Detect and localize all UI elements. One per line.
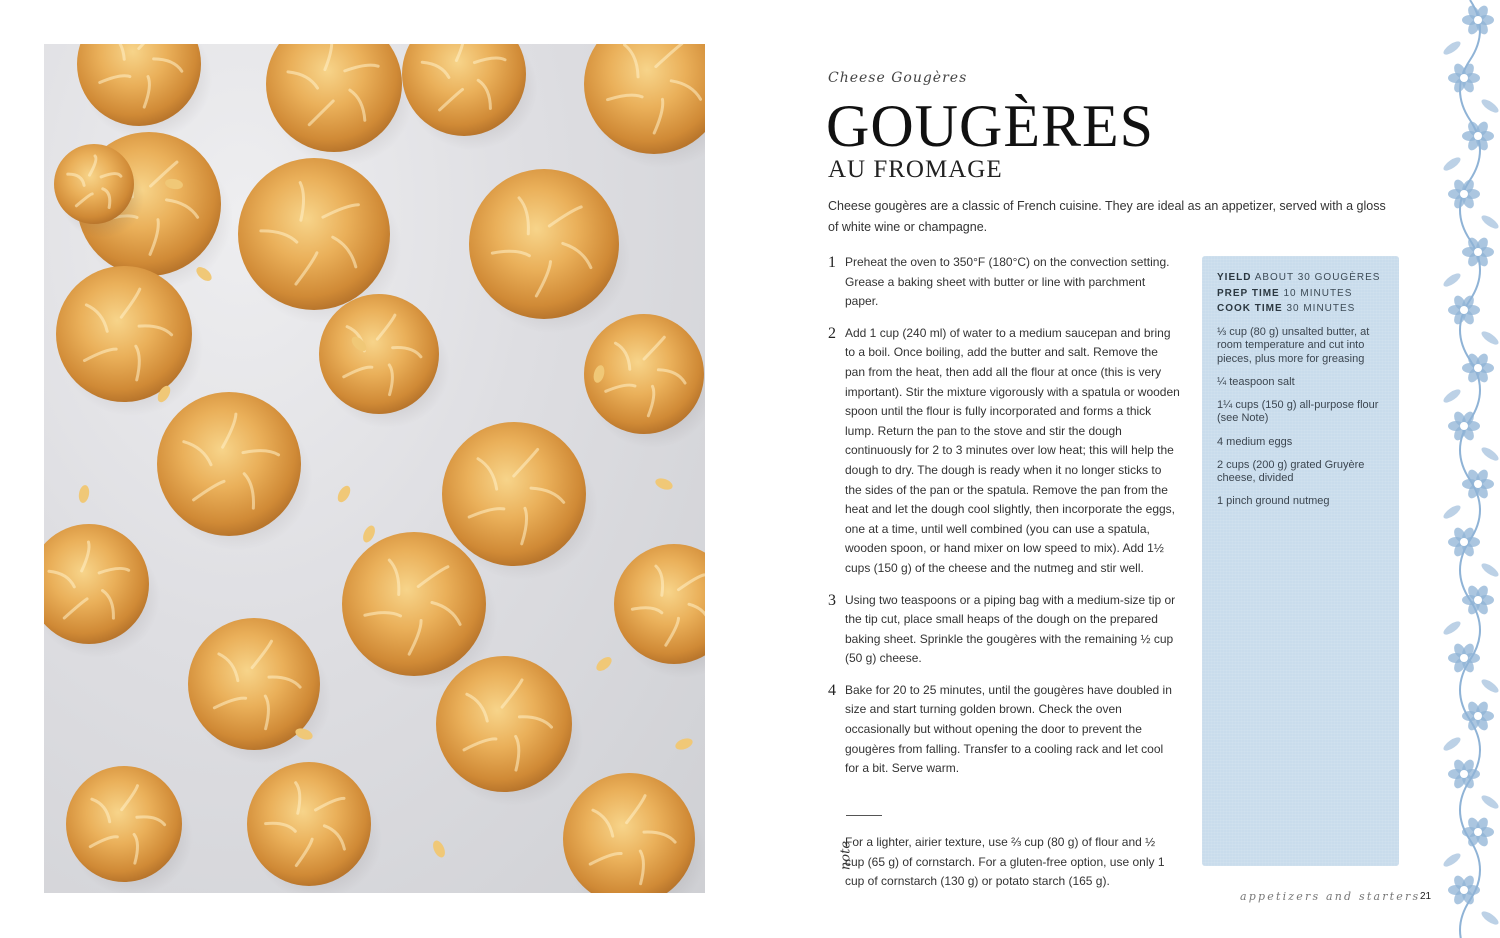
floral-pattern-icon [1440, 0, 1500, 938]
cook-time-label: COOK TIME [1217, 303, 1283, 314]
ingredients-panel [1202, 256, 1399, 866]
ingredient-item: 1¼ cups (150 g) all-purpose flour (see Note) [1217, 398, 1379, 425]
step-number: 1 [828, 254, 836, 271]
gougeres-photo [44, 44, 705, 893]
floral-border [1440, 0, 1500, 938]
step-number: 2 [828, 324, 836, 342]
yield-line [1217, 270, 1385, 286]
ingredient-list [1217, 326, 1385, 509]
step-2 [828, 324, 1180, 579]
note-text: For a lighter, airier texture, use ⅔ cup (80 g) of flour and ½ cup (65 g) of cornstarch. For a gluten-free option, use only 1 cup of cornstarch (130 g) or potato starch (165 g). [845, 835, 1165, 889]
ingredient-item: ⅓ cup (80 g) unsalted butter, at room temperature and cut into pieces, plus more for greasing [1217, 325, 1370, 365]
ingredient-item: 4 medium eggs [1217, 435, 1293, 448]
step-1 [828, 253, 1180, 312]
step-3 [828, 591, 1180, 669]
step-text: Bake for 20 to 25 minutes, until the gougères have doubled in size and start turning golden brown. Check the oven occasionally but without opening the door to prevent the gougères from falling. Transfer to a cooling rack and let cool for a bit. Serve warm. [845, 682, 1172, 776]
yield-value: ABOUT 30 GOUGÈRES [1254, 272, 1381, 283]
cook-time-line [1217, 301, 1385, 317]
recipe-intro: Cheese gougères are a classic of French cuisine. They are ideal as an appetizer, served with a gloss of white wine or champagne. [828, 199, 1386, 234]
ingredient-item: 2 cups (200 g) grated Gruyère cheese, divided [1217, 458, 1365, 485]
step-text: Using two teaspoons or a piping bag with a medium-size tip or the tip cut, place small heaps of the dough on the prepared baking sheet. Sprinkle the gougères with the remaining ½ cup (50 g) cheese. [845, 592, 1176, 666]
cook-time-value: 30 MINUTES [1286, 303, 1356, 314]
recipe-title-line2: AU FROMAGE [828, 156, 1003, 183]
step-number: 4 [828, 681, 836, 699]
ingredient-item: ¼ teaspoon salt [1217, 375, 1295, 388]
note-label: note [838, 840, 854, 871]
note-divider [846, 815, 882, 816]
step-text: Add 1 cup (240 ml) of water to a medium saucepan and bring to a boil. Once boiling, add the butter and salt. Remove the pan from the heat, then add all the flour at once (this is very important). Stir the mixture vigorously with a spatula or wooden spoon until the flour is fully incorporated and forms a thick lump. Return the pan to the stove and stir the dough continuously for 2 to 3 minutes over low heat; this will help the dough to dry. The dough is ready when it no longer sticks to the sides of the pan or the spatula. Remove the pan from the heat and let the dough cool slightly, then incorporate the eggs, one at a time, until well combined (you can use a spatula, wooden spoon, or hand mixer on low speed to mix). Add 1½ cups (150 g) of the cheese and the nutmeg and stir well. [845, 325, 1180, 575]
step-number: 3 [828, 591, 836, 609]
gougeres-illustration [44, 44, 705, 893]
recipe-title: GOUGÈRES [826, 93, 1155, 159]
ingredient-item: 1 pinch ground nutmeg [1217, 495, 1330, 508]
prep-time-value: 10 MINUTES [1283, 287, 1353, 299]
step-text: Preheat the oven to 350°F (180°C) on the convection setting. Grease a baking sheet with butter or line with parchment paper. [845, 255, 1170, 309]
prep-time-label: PREP TIME [1217, 287, 1280, 299]
section-footer: appetizers and starters [1240, 890, 1421, 903]
page-number: 21 [1420, 891, 1432, 902]
yield-label: YIELD [1217, 272, 1252, 283]
step-4 [828, 681, 1180, 779]
recipe-subtitle: Cheese Gougères [828, 70, 968, 86]
method-steps [828, 253, 1180, 791]
prep-time-line [1217, 286, 1385, 302]
